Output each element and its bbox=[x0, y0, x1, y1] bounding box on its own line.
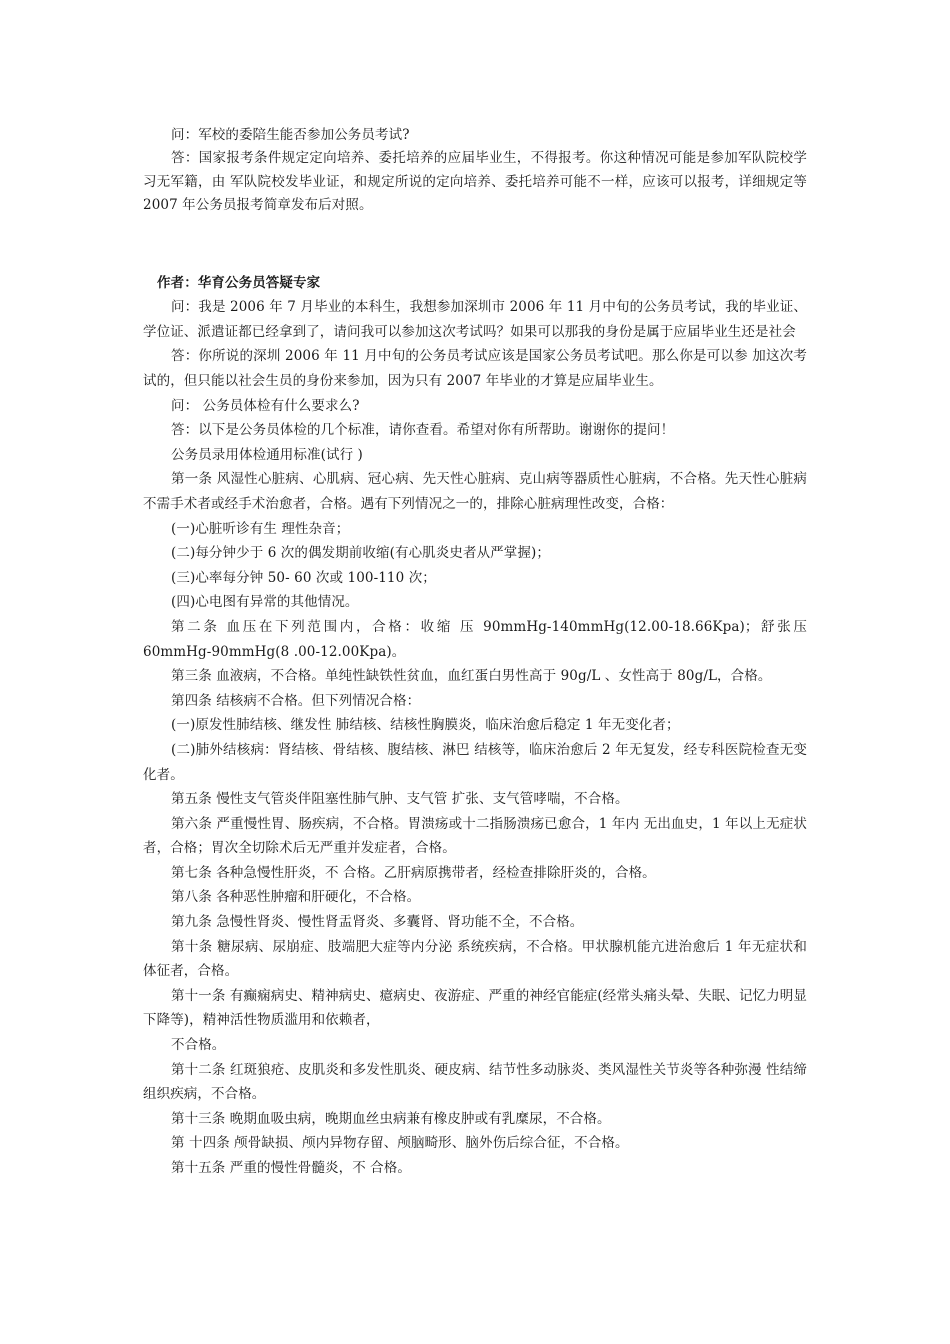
question-shenzhen-exam: 问：我是 2006 年 7 月毕业的本科生，我想参加深圳市 2006 年 11 月中旬的公务员考试，我的毕业证、学位证、派遣证都已经拿到了，请问我可以参加这次考试吗？如果可以那我的身份是属于应届毕业生还是社会 bbox=[143, 299, 807, 340]
article-11-continued: 不合格。 bbox=[171, 1037, 226, 1054]
answer-physical-exam: 答：以下是公务员体检的几个标准，请你查看。希望对你有所帮助。谢谢你的提问！ bbox=[171, 422, 675, 439]
article-1-item: (四)心电图有异常的其他情况。 bbox=[171, 594, 359, 611]
article-2: 第二条 血压在下列范围内，合格：收缩 压 90mmHg-140mmHg(12.00-18.66Kpa)；舒张压 60mmHg-90mmHg(8 .00-12.00Kpa)。 bbox=[143, 618, 807, 660]
article-1-item: (三)心率每分钟 50- 60 次或 100-110 次； bbox=[171, 569, 436, 586]
article-9: 第九条 急慢性肾炎、慢性肾盂肾炎、多囊肾、肾功能不全，不合格。 bbox=[171, 914, 584, 931]
answer-military-school: 答：国家报考条件规定定向培养、委托培养的应届毕业生，不得报考。你这种情况可能是参加军队院校学习无军籍，由 军队院校发毕业证，和规定所说的定向培养、委托培养可能不一样，应该可以报考，详细规定等 2007 年公务员报考简章发布后对照。 bbox=[143, 150, 807, 214]
article-12: 第十二条 红斑狼疮、皮肌炎和多发性肌炎、硬皮病、结节性多动脉炎、类风湿性关节炎等各种弥漫 性结缔组织疾病，不合格。 bbox=[143, 1061, 807, 1103]
article-10: 第十条 糖尿病、尿崩症、肢端肥大症等内分泌 系统疾病，不合格。甲状腺机能亢进治愈后 1 年无症状和体征者，合格。 bbox=[143, 938, 807, 980]
article-4-item: (一)原发性肺结核、继发性 肺结核、结核性胸膜炎，临床治愈后稳定 1 年无变化者； bbox=[171, 717, 680, 734]
article-14: 第 十四条 颅骨缺损、颅内异物存留、颅脑畸形、脑外伤后综合征，不合格。 bbox=[171, 1135, 629, 1152]
article-11: 第十一条 有癫痫病史、精神病史、癔病史、夜游症、严重的神经官能症(经常头痛头晕、失眠、记忆力明显下降等)，精神活性物质滥用和依赖者， bbox=[143, 987, 807, 1029]
article-3: 第三条 血液病，不合格。单纯性缺铁性贫血，血红蛋白男性高于 90g/L 、女性高于 80g/L，合格。 bbox=[171, 668, 772, 685]
article-15: 第十五条 严重的慢性骨髓炎，不 合格。 bbox=[171, 1160, 411, 1176]
standard-title: 公务员录用体检通用标准(试行 ) bbox=[171, 446, 363, 463]
article-13: 第十三条 晚期血吸虫病，晚期血丝虫病兼有橡皮肿或有乳糜尿，不合格。 bbox=[171, 1110, 611, 1127]
answer-shenzhen-exam: 答：你所说的深圳 2006 年 11 月中旬的公务员考试应该是国家公务员考试吧。那么你是可以参 加这次考试的，但只能以社会生员的身份来参加，因为只有 2007 年毕业的才算是应届毕业生。 bbox=[143, 348, 807, 389]
article-1-item: (二)每分钟少于 6 次的偶发期前收缩(有心肌炎史者从严掌握)； bbox=[171, 545, 550, 562]
question-military-school: 问：军校的委陪生能否参加公务员考试? bbox=[171, 127, 410, 143]
article-8: 第八条 各种恶性肿瘤和肝硬化，不合格。 bbox=[171, 889, 421, 906]
article-4: 第四条 结核病不合格。但下列情况合格： bbox=[171, 692, 421, 709]
section-qa-expert bbox=[143, 271, 807, 1181]
article-1: 第一条 风湿性心脏病、心肌病、冠心病、先天性心脏病、克山病等器质性心脏病，不合格。先天性心脏病不需手术者或经手术治愈者，合格。遇有下列情况之一的，排除心脏病理性改变，合格： bbox=[143, 471, 807, 512]
author-line: 作者：华育公务员答疑专家 bbox=[157, 274, 321, 291]
question-physical-exam: 问： 公务员体检有什么要求么? bbox=[171, 397, 360, 414]
article-6: 第六条 严重慢性胃、肠疾病，不合格。胃溃疡或十二指肠溃疡已愈合，1 年内 无出血史，1 年以上无症状者，合格；胃次全切除术后无严重并发症者，合格。 bbox=[143, 815, 807, 857]
article-7: 第七条 各种急慢性肝炎，不 合格。乙肝病原携带者，经检查排除肝炎的，合格。 bbox=[171, 864, 656, 881]
section-military-school bbox=[143, 124, 807, 218]
article-1-item: (一)心脏听诊有生 理性杂音； bbox=[171, 520, 350, 537]
section-gap bbox=[143, 218, 807, 271]
document-page bbox=[143, 124, 807, 1181]
article-4-item: (二)肺外结核病：肾结核、骨结核、腹结核、淋巴 结核等，临床治愈后 2 年无复发，经专科医院检查无变化者。 bbox=[143, 741, 807, 783]
article-5: 第五条 慢性支气管炎伴阻塞性肺气肿、支气管 扩张、支气管哮喘，不合格。 bbox=[171, 791, 629, 808]
